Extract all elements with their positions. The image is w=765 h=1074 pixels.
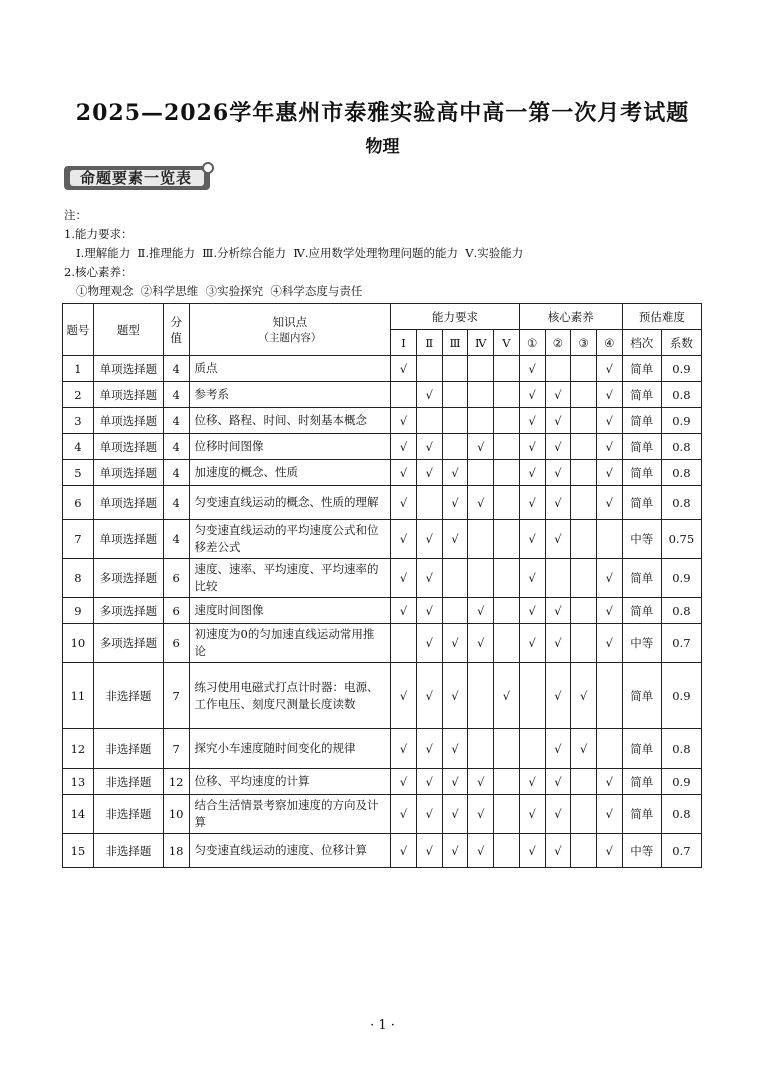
cell-core-check: √ xyxy=(519,624,545,663)
cell-coef: 0.8 xyxy=(661,598,701,624)
core-title: 2.核心素养： xyxy=(64,265,133,279)
cell-score: 4 xyxy=(163,356,189,382)
cell-coef: 0.9 xyxy=(661,559,701,598)
cell-coef: 0.7 xyxy=(661,624,701,663)
cell-core-check: √ xyxy=(545,382,571,408)
cell-score: 4 xyxy=(163,408,189,434)
cell-level: 简单 xyxy=(622,795,661,834)
cell-core-check: √ xyxy=(519,520,545,559)
cell-score: 18 xyxy=(163,834,189,868)
cell-num: 5 xyxy=(63,460,94,486)
cell-num: 10 xyxy=(63,624,94,663)
cell-core-check xyxy=(571,382,597,408)
cell-core-check: √ xyxy=(519,559,545,598)
cell-coef: 0.9 xyxy=(661,356,701,382)
cell-core-check: √ xyxy=(519,356,545,382)
cell-coef: 0.8 xyxy=(661,795,701,834)
cell-ability-check: √ xyxy=(442,663,468,729)
cell-score: 12 xyxy=(163,769,189,795)
cell-ability-check: √ xyxy=(391,356,417,382)
header-topic xyxy=(189,304,391,356)
cell-core-check: √ xyxy=(545,795,571,834)
cell-type: 非选择题 xyxy=(93,663,163,729)
cell-ability-check: √ xyxy=(442,795,468,834)
cell-core-check xyxy=(545,559,571,598)
cell-ability-check: √ xyxy=(416,795,442,834)
cell-ability-check xyxy=(442,559,468,598)
cell-coef: 0.8 xyxy=(661,382,701,408)
cell-coef: 0.8 xyxy=(661,729,701,769)
cell-ability-check: √ xyxy=(468,486,494,520)
cell-core-check: √ xyxy=(545,434,571,460)
cell-ability-check: √ xyxy=(468,598,494,624)
cell-core-check: √ xyxy=(545,769,571,795)
cell-ability-check xyxy=(494,408,520,434)
notes-section xyxy=(64,206,523,301)
cell-core-check xyxy=(596,520,622,559)
cell-topic: 匀变速直线运动的平均速度公式和位移差公式 xyxy=(189,520,391,559)
table-row xyxy=(63,408,702,434)
cell-core-check: √ xyxy=(596,795,622,834)
core-items: ①物理观念 ②科学思维 ③实验探究 ④科学态度与责任 xyxy=(76,284,363,298)
cell-ability-check: √ xyxy=(391,769,417,795)
cell-ability-check xyxy=(391,382,417,408)
header-topic-main: 知识点 xyxy=(272,315,308,329)
cell-type: 单项选择题 xyxy=(93,460,163,486)
cell-ability-check: √ xyxy=(416,520,442,559)
cell-core-check xyxy=(519,663,545,729)
section-banner xyxy=(64,162,214,192)
header-ability-col: Ⅳ xyxy=(468,330,494,356)
cell-type: 单项选择题 xyxy=(93,434,163,460)
cell-ability-check: √ xyxy=(391,663,417,729)
cell-score: 10 xyxy=(163,795,189,834)
cell-ability-check: √ xyxy=(391,598,417,624)
cell-ability-check xyxy=(442,356,468,382)
cell-ability-check: √ xyxy=(442,729,468,769)
cell-level: 中等 xyxy=(622,834,661,868)
cell-topic: 初速度为0的匀加速直线运动常用推论 xyxy=(189,624,391,663)
cell-level: 简单 xyxy=(622,559,661,598)
cell-core-check: √ xyxy=(596,834,622,868)
cell-ability-check xyxy=(468,729,494,769)
cell-core-check: √ xyxy=(596,769,622,795)
cell-level: 简单 xyxy=(622,769,661,795)
cell-type: 多项选择题 xyxy=(93,598,163,624)
table-row xyxy=(63,559,702,598)
cell-ability-check: √ xyxy=(442,486,468,520)
cell-ability-check xyxy=(468,520,494,559)
cell-num: 12 xyxy=(63,729,94,769)
header-type: 题型 xyxy=(93,304,163,356)
cell-ability-check xyxy=(494,486,520,520)
cell-core-check: √ xyxy=(519,769,545,795)
ability-items: Ⅰ.理解能力 Ⅱ.推理能力 Ⅲ.分析综合能力 Ⅳ.应用数学处理物理问题的能力 Ⅴ.实验能力 xyxy=(76,246,524,260)
cell-ability-check: √ xyxy=(416,663,442,729)
cell-ability-check xyxy=(416,486,442,520)
cell-ability-check xyxy=(494,520,520,559)
cell-core-check: √ xyxy=(545,486,571,520)
cell-score: 6 xyxy=(163,598,189,624)
cell-score: 6 xyxy=(163,624,189,663)
cell-ability-check: √ xyxy=(416,624,442,663)
table-row xyxy=(63,729,702,769)
cell-type: 单项选择题 xyxy=(93,486,163,520)
cell-ability-check: √ xyxy=(442,460,468,486)
cell-ability-check xyxy=(416,356,442,382)
cell-ability-check: √ xyxy=(442,624,468,663)
cell-topic: 加速度的概念、性质 xyxy=(189,460,391,486)
cell-type: 单项选择题 xyxy=(93,408,163,434)
subject-title: 物理 xyxy=(365,137,400,157)
cell-ability-check xyxy=(494,460,520,486)
cell-score: 7 xyxy=(163,663,189,729)
cell-level: 中等 xyxy=(622,520,661,559)
header-num: 题号 xyxy=(63,304,94,356)
cell-core-check: √ xyxy=(519,460,545,486)
cell-core-check: √ xyxy=(596,486,622,520)
header-ability-col: Ⅲ xyxy=(442,330,468,356)
cell-level: 简单 xyxy=(622,460,661,486)
cell-coef: 0.8 xyxy=(661,434,701,460)
cell-core-check xyxy=(571,559,597,598)
cell-core-check: √ xyxy=(596,356,622,382)
cell-core-check xyxy=(545,356,571,382)
header-ability-col: Ⅱ xyxy=(416,330,442,356)
cell-ability-check: √ xyxy=(442,834,468,868)
cell-core-check: √ xyxy=(596,382,622,408)
cell-core-check xyxy=(571,795,597,834)
cell-ability-check: √ xyxy=(391,729,417,769)
cell-num: 2 xyxy=(63,382,94,408)
cell-coef: 0.75 xyxy=(661,520,701,559)
cell-core-check: √ xyxy=(519,382,545,408)
cell-coef: 0.8 xyxy=(661,460,701,486)
cell-num: 9 xyxy=(63,598,94,624)
cell-topic: 结合生活情景考察加速度的方向及计算 xyxy=(189,795,391,834)
cell-type: 多项选择题 xyxy=(93,624,163,663)
page-title: 2025—2026学年惠州市泰雅实验高中高一第一次月考试题 xyxy=(75,100,690,126)
table-row xyxy=(63,520,702,559)
cell-score: 4 xyxy=(163,486,189,520)
cell-coef: 0.7 xyxy=(661,834,701,868)
cell-num: 11 xyxy=(63,663,94,729)
cell-core-check: √ xyxy=(545,408,571,434)
cell-ability-check xyxy=(494,729,520,769)
header-core-col: ④ xyxy=(596,330,622,356)
cell-core-check xyxy=(571,434,597,460)
cell-ability-check xyxy=(468,408,494,434)
cell-ability-check: √ xyxy=(416,769,442,795)
cell-core-check xyxy=(519,729,545,769)
cell-core-check: √ xyxy=(571,729,597,769)
cell-core-check: √ xyxy=(519,486,545,520)
cell-ability-check xyxy=(494,356,520,382)
cell-ability-check: √ xyxy=(416,434,442,460)
header-level: 档次 xyxy=(622,330,661,356)
cell-ability-check xyxy=(468,663,494,729)
cell-core-check: √ xyxy=(596,598,622,624)
cell-ability-check: √ xyxy=(442,769,468,795)
table-body xyxy=(63,356,702,868)
cell-topic: 参考系 xyxy=(189,382,391,408)
cell-core-check: √ xyxy=(571,663,597,729)
table-row xyxy=(63,663,702,729)
cell-ability-check: √ xyxy=(468,434,494,460)
table-row xyxy=(63,834,702,868)
cell-level: 简单 xyxy=(622,486,661,520)
cell-num: 15 xyxy=(63,834,94,868)
cell-core-check xyxy=(571,460,597,486)
header-core-col: ② xyxy=(545,330,571,356)
cell-core-check: √ xyxy=(596,434,622,460)
cell-ability-check: √ xyxy=(391,520,417,559)
cell-type: 非选择题 xyxy=(93,795,163,834)
cell-ability-check xyxy=(468,356,494,382)
cell-ability-check xyxy=(442,382,468,408)
cell-ability-check xyxy=(494,598,520,624)
cell-ability-check: √ xyxy=(468,795,494,834)
page-number: · 1 · xyxy=(370,1018,395,1033)
header-ability-col: Ⅴ xyxy=(494,330,520,356)
cell-ability-check: √ xyxy=(416,729,442,769)
cell-ability-check: √ xyxy=(391,559,417,598)
cell-core-check: √ xyxy=(519,434,545,460)
cell-core-check: √ xyxy=(596,559,622,598)
cell-core-check xyxy=(571,769,597,795)
cell-core-check: √ xyxy=(545,460,571,486)
cell-type: 非选择题 xyxy=(93,769,163,795)
cell-level: 简单 xyxy=(622,356,661,382)
table-row xyxy=(63,460,702,486)
cell-core-check: √ xyxy=(596,408,622,434)
cell-ability-check: √ xyxy=(468,624,494,663)
cell-ability-check: √ xyxy=(391,486,417,520)
cell-core-check xyxy=(571,624,597,663)
cell-topic: 匀变速直线运动的概念、性质的理解 xyxy=(189,486,391,520)
cell-num: 6 xyxy=(63,486,94,520)
cell-topic: 匀变速直线运动的速度、位移计算 xyxy=(189,834,391,868)
cell-core-check xyxy=(596,663,622,729)
cell-ability-check: √ xyxy=(391,408,417,434)
cell-core-check: √ xyxy=(596,624,622,663)
cell-ability-check: √ xyxy=(416,598,442,624)
cell-ability-check xyxy=(494,382,520,408)
cell-level: 简单 xyxy=(622,408,661,434)
cell-core-check: √ xyxy=(545,520,571,559)
cell-ability-check: √ xyxy=(416,559,442,598)
header-core: 核心素养 xyxy=(519,304,622,330)
cell-ability-check xyxy=(494,769,520,795)
cell-topic: 探究小车速度随时间变化的规律 xyxy=(189,729,391,769)
cell-ability-check xyxy=(494,624,520,663)
cell-ability-check: √ xyxy=(468,834,494,868)
cell-ability-check: √ xyxy=(416,382,442,408)
table-row xyxy=(63,434,702,460)
cell-ability-check xyxy=(416,408,442,434)
cell-topic: 练习使用电磁式打点计时器：电源、工作电压、刻度尺测量长度读数 xyxy=(189,663,391,729)
cell-level: 简单 xyxy=(622,434,661,460)
cell-core-check: √ xyxy=(545,663,571,729)
table-row xyxy=(63,382,702,408)
cell-ability-check: √ xyxy=(391,834,417,868)
cell-type: 单项选择题 xyxy=(93,356,163,382)
header-topic-sub: （主题内容） xyxy=(258,332,322,344)
header-difficulty: 预估难度 xyxy=(622,304,701,330)
cell-core-check: √ xyxy=(596,460,622,486)
cell-level: 简单 xyxy=(622,598,661,624)
cell-type: 非选择题 xyxy=(93,729,163,769)
header-core-col: ③ xyxy=(571,330,597,356)
table-row xyxy=(63,356,702,382)
cell-topic: 位移时间图像 xyxy=(189,434,391,460)
cell-coef: 0.9 xyxy=(661,663,701,729)
cell-core-check xyxy=(571,356,597,382)
cell-core-check: √ xyxy=(545,729,571,769)
table-row xyxy=(63,624,702,663)
cell-ability-check xyxy=(494,795,520,834)
header-ability: 能力要求 xyxy=(391,304,520,330)
scroll-curl-icon xyxy=(202,162,214,174)
cell-num: 13 xyxy=(63,769,94,795)
cell-coef: 0.8 xyxy=(661,486,701,520)
cell-ability-check xyxy=(442,434,468,460)
cell-ability-check: √ xyxy=(416,834,442,868)
cell-score: 4 xyxy=(163,434,189,460)
table-row xyxy=(63,769,702,795)
cell-ability-check: √ xyxy=(391,795,417,834)
cell-core-check: √ xyxy=(519,408,545,434)
cell-level: 中等 xyxy=(622,624,661,663)
cell-core-check: √ xyxy=(545,834,571,868)
cell-score: 6 xyxy=(163,559,189,598)
cell-topic: 位移、平均速度的计算 xyxy=(189,769,391,795)
cell-ability-check xyxy=(391,624,417,663)
cell-core-check: √ xyxy=(519,598,545,624)
header-ability-col: Ⅰ xyxy=(391,330,417,356)
cell-level: 简单 xyxy=(622,729,661,769)
cell-num: 1 xyxy=(63,356,94,382)
cell-core-check xyxy=(571,520,597,559)
ability-title: 1.能力要求： xyxy=(64,227,133,241)
cell-ability-check: √ xyxy=(442,520,468,559)
cell-ability-check: √ xyxy=(391,460,417,486)
cell-ability-check xyxy=(442,408,468,434)
cell-topic: 速度时间图像 xyxy=(189,598,391,624)
cell-ability-check xyxy=(494,559,520,598)
cell-num: 4 xyxy=(63,434,94,460)
cell-topic: 速度、速率、平均速度、平均速率的比较 xyxy=(189,559,391,598)
cell-core-check: √ xyxy=(545,624,571,663)
cell-type: 多项选择题 xyxy=(93,559,163,598)
cell-level: 简单 xyxy=(622,382,661,408)
cell-num: 14 xyxy=(63,795,94,834)
cell-core-check xyxy=(571,486,597,520)
cell-coef: 0.9 xyxy=(661,408,701,434)
cell-ability-check xyxy=(468,559,494,598)
cell-level: 简单 xyxy=(622,663,661,729)
cell-ability-check xyxy=(494,434,520,460)
exam-spec-table xyxy=(62,303,702,868)
notes-head: 注： xyxy=(64,208,87,222)
cell-score: 4 xyxy=(163,460,189,486)
header-score: 分值 xyxy=(163,304,189,356)
cell-core-check: √ xyxy=(519,795,545,834)
cell-type: 单项选择题 xyxy=(93,520,163,559)
cell-ability-check: √ xyxy=(391,434,417,460)
header-coef: 系数 xyxy=(661,330,701,356)
cell-ability-check xyxy=(468,460,494,486)
cell-topic: 质点 xyxy=(189,356,391,382)
cell-ability-check xyxy=(494,834,520,868)
cell-num: 7 xyxy=(63,520,94,559)
cell-score: 4 xyxy=(163,382,189,408)
cell-ability-check xyxy=(442,598,468,624)
banner-label: 命题要素一览表 xyxy=(80,169,193,187)
cell-num: 8 xyxy=(63,559,94,598)
table-row xyxy=(63,486,702,520)
table-row xyxy=(63,795,702,834)
cell-type: 非选择题 xyxy=(93,834,163,868)
cell-ability-check: √ xyxy=(494,663,520,729)
cell-num: 3 xyxy=(63,408,94,434)
cell-ability-check: √ xyxy=(416,460,442,486)
cell-ability-check xyxy=(468,382,494,408)
cell-core-check xyxy=(596,729,622,769)
table-row xyxy=(63,598,702,624)
cell-core-check xyxy=(571,408,597,434)
cell-ability-check: √ xyxy=(468,769,494,795)
cell-topic: 位移、路程、时间、时刻基本概念 xyxy=(189,408,391,434)
header-core-col: ① xyxy=(519,330,545,356)
cell-score: 4 xyxy=(163,520,189,559)
cell-core-check: √ xyxy=(545,598,571,624)
cell-coef: 0.9 xyxy=(661,769,701,795)
cell-core-check xyxy=(571,834,597,868)
cell-score: 7 xyxy=(163,729,189,769)
cell-core-check: √ xyxy=(519,834,545,868)
cell-core-check xyxy=(571,598,597,624)
cell-type: 单项选择题 xyxy=(93,382,163,408)
